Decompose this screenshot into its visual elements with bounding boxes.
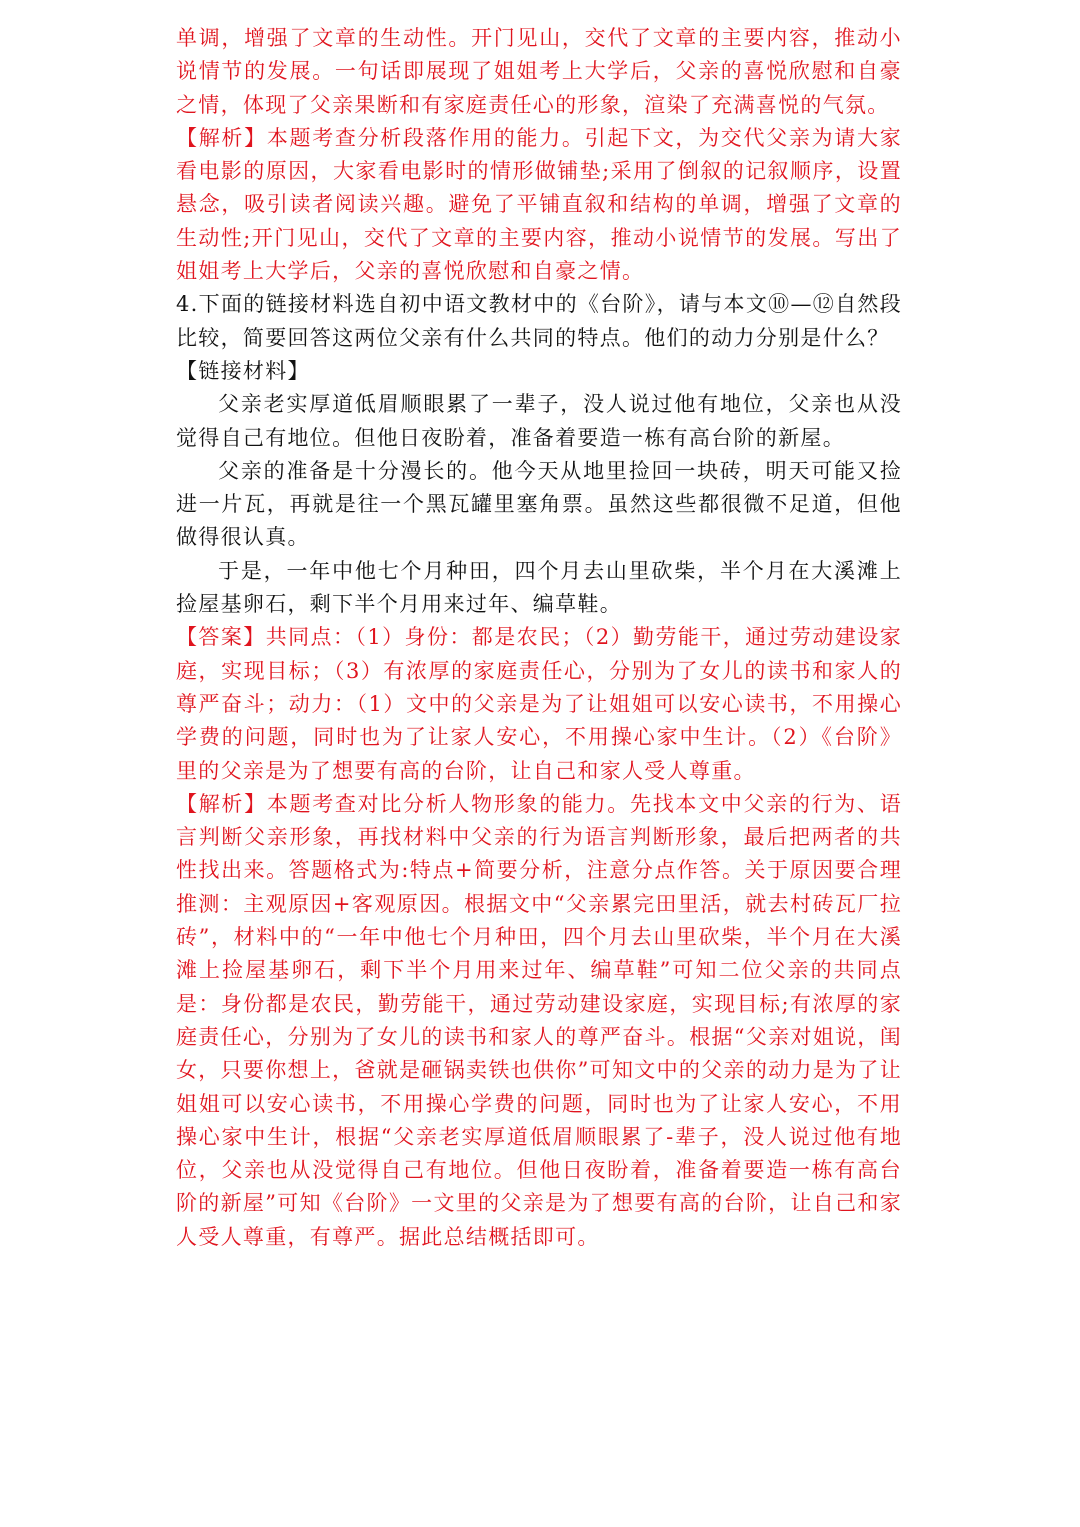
material-title: 【链接材料】 [176, 358, 310, 383]
q4-question: 4.下面的链接材料选自初中语文教材中的《台阶》，请与本文⑩—⑫自然段比较，简要回答这两位父亲有什么共同的特点。他们的动力分别是什么？ [176, 292, 902, 350]
q4-analysis-text: 本题考查对比分析人物形象的能力。先找本文中父亲的行为、语言判断父亲形象，再找材料中父亲的行为语言判断形象，最后把两者的共性找出来。答题格式为:特点+简要分析，注意分点作答。关于原因要合理推测：主观原因+客观原因。根据文中“父亲累完田里活，就去村砖瓦厂拉砖”，材料中的“一年中他七个月种田，四个月去山里砍柴，半个月在大溪滩上捡屋基卵石，剩下半个月用来过年、编草鞋”可知二位父亲的共同点是：身份都是农民，勤劳能干，通过劳动建设家庭，实现目标;有浓厚的家庭责任心，分别为了女儿的读书和家人的尊严奋斗。根据“父亲对姐说，闺女，只要你想上，爸就是砸锅卖铁也供你”可知文中的父亲的动力是为了让姐姐可以安心读书，不用操心学费的问题，同时也为了让家人安心，不用操心家中生计，根据“父亲老实厚道低眉顺眼累了-辈子，没人说过他有地位，父亲也从没觉得自己有地位。但他日夜盼着，准备着要造一栋有高台阶的新屋”可知《台阶》一文里的父亲是为了想要有高的台阶，让自己和家人受人尊重，有尊严。据此总结概括即可。 [176, 791, 903, 1249]
q4-answer-text: 共同点：（1）身份：都是农民；（2）勤劳能干，通过劳动建设家庭，实现目标；（3）有浓厚的家庭责任心，分别为了女儿的读书和家人的尊严奋斗；动力：（1）文中的父亲是为了让姐姐可以安心读书，不用操心学费的问题，同时也为了让家人安心，不用操心家中生计。（2）《台阶》里的父亲是为了想要有高的台阶，让自己和家人受人尊重。 [176, 625, 903, 783]
q3-analysis [176, 122, 902, 288]
q4-analysis-tag: 【解析】 [176, 791, 267, 816]
q4-answer-tag: 【答案】 [176, 625, 266, 650]
q3-analysis-text: 本题考查分析段落作用的能力。引起下文，为交代父亲为请大家看电影的原因，大家看电影时的情形做铺垫;采用了倒叙的记叙顺序，设置悬念，吸引读者阅读兴趣。避免了平铺直叙和结构的单调，增强了文章的生动性;开门见山，交代了文章的主要内容，推动小说情节的发展。写出了姐姐考上大学后，父亲的喜悦欣慰和自豪之情。 [176, 125, 903, 284]
continued-answer-text: 单调，增强了文章的生动性。开门见山，交代了文章的主要内容，推动小说情节的发展。一句话即展现了姐姐考上大学后，父亲的喜悦欣慰和自豪之情，体现了父亲果断和有家庭责任心的形象，渲染了充满喜悦的气氛。 [176, 26, 902, 117]
material-paragraph: 父亲的准备是十分漫长的。他今天从地里捡回一块砖，明天可能又捡进一片瓦，再就是往一个黑瓦罐里塞角票。虽然这些都很微不足道，但他做得很认真。 [176, 458, 902, 550]
material-paragraph: 父亲老实厚道低眉顺眼累了一辈子，没人说过他有地位，父亲也从没觉得自己有地位。但他日夜盼着，准备着要造一栋有高台阶的新屋。 [176, 392, 902, 450]
q4-analysis [176, 788, 902, 1254]
material-paragraph: 于是，一年中他七个月种田，四个月去山里砍柴，半个月在大溪滩上捡屋基卵石，剩下半个月用来过年、编草鞋。 [176, 558, 902, 617]
q4-answer [176, 621, 902, 787]
q3-analysis-tag: 【解析】 [176, 125, 267, 150]
document-page [176, 22, 902, 1254]
